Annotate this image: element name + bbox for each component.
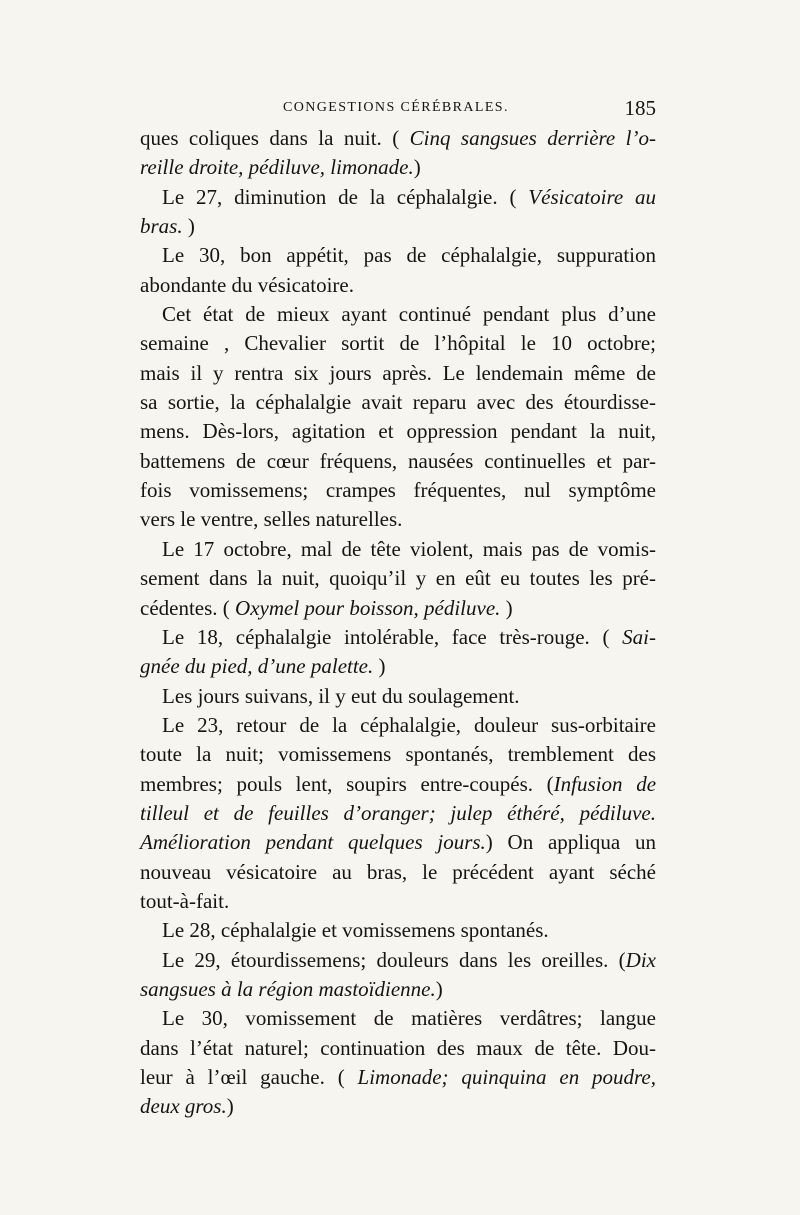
text-line (140, 505, 656, 534)
text-run: battemens de cœur fréquens, nausées continuelles et par- (140, 448, 656, 473)
text-line (140, 476, 656, 505)
text-line (140, 241, 656, 270)
italic-text: Oxymel pour boisson, pédiluve. (235, 595, 501, 620)
text-line (140, 770, 656, 799)
italic-text: reille droite, pédiluve, limonade. (140, 155, 414, 180)
text-run: ques coliques dans la nuit. ( (140, 126, 410, 150)
running-title: CONGESTIONS CÉRÉBRALES. (283, 100, 509, 115)
text-line (140, 1063, 656, 1092)
text-line (140, 535, 656, 564)
text-run: mens. Dès-lors, agitation et oppression pendant la nuit, (140, 419, 656, 444)
text-run: semaine , Chevalier sortit de l’hôpital le 10 octobre; (140, 331, 656, 356)
text-run: Le 27, diminution de la céphalalgie. ( (162, 184, 529, 209)
text-run: abondante du vésicatoire. (140, 272, 354, 297)
text-line (140, 329, 656, 358)
text-line (140, 652, 656, 681)
text-run: dans l’état naturel; continuation des maux de tête. Dou- (140, 1035, 656, 1060)
text-run: ) (435, 976, 443, 1001)
text-line (140, 417, 656, 446)
italic-text: Amélioration pendant quelques jours. (140, 830, 486, 855)
text-line (140, 1092, 656, 1121)
text-line (140, 447, 656, 476)
italic-text: bras. (140, 214, 183, 239)
italic-text: sangsues à la région mastoïdienne. (140, 976, 436, 1001)
text-line (140, 594, 656, 623)
italic-text: Vésicatoire au (528, 184, 656, 209)
text-run: Le 17 octobre, mal de tête violent, mais pas de vomis- (162, 536, 656, 561)
text-run: membres; pouls lent, soupirs entre-coupés. ( (140, 771, 554, 796)
italic-text: Dix (625, 947, 656, 972)
text-line (140, 183, 656, 212)
text-line (140, 975, 656, 1004)
text-run: ) On appliqua un (485, 830, 656, 855)
text-line (140, 359, 656, 388)
text-run: mais il y rentra six jours après. Le lendemain même de (140, 360, 656, 385)
text-run: cédentes. ( (140, 595, 236, 620)
text-run: Le 30, vomissement de matières verdâtres; langue (162, 1006, 656, 1031)
text-run: Le 23, retour de la céphalalgie, douleur sus-orbitaire (162, 712, 656, 737)
text-line (140, 916, 656, 945)
text-line (140, 1034, 656, 1063)
text-run: sement dans la nuit, quoiqu’il y en eût eu toutes les pré- (140, 566, 656, 591)
text-run: ) (500, 595, 513, 620)
text-line (140, 711, 656, 740)
italic-text: gnée du pied, d’une palette. (140, 654, 374, 679)
text-line (140, 623, 656, 652)
text-line (140, 212, 656, 241)
text-run: Le 28, céphalalgie et vomissemens spontanés. (162, 918, 549, 943)
text-run: leur à l’œil gauche. ( (140, 1065, 358, 1089)
text-run: fois vomissemens; crampes fréquentes, nul symptôme (140, 478, 656, 503)
text-line (140, 564, 656, 593)
text-run: vers le ventre, selles naturelles. (140, 507, 403, 532)
text-run: Cet état de mieux ayant continué pendant plus d’une (162, 302, 656, 327)
text-line (140, 271, 656, 300)
italic-text: Sai- (622, 624, 656, 649)
text-line (140, 388, 656, 417)
text-run: ) (226, 1094, 234, 1119)
italic-text: Limonade; quinquina en poudre, (357, 1065, 656, 1089)
text-line (140, 740, 656, 769)
text-run: toute la nuit; vomissemens spontanés, tremblement des (140, 742, 656, 767)
text-line (140, 300, 656, 329)
text-run: Les jours suivans, il y eut du soulagement. (162, 683, 520, 708)
text-line (140, 887, 656, 916)
text-run: ) (182, 214, 195, 239)
italic-text: Infusion de (553, 771, 657, 796)
text-line (140, 799, 656, 828)
text-line (140, 946, 656, 975)
text-run: tout-à-fait. (140, 888, 230, 913)
text-line (140, 153, 656, 182)
text-line (140, 828, 656, 857)
italic-text: Cinq sangsues derrière l’o- (409, 126, 656, 150)
text-line (140, 858, 656, 887)
text-run: ) (413, 155, 421, 180)
italic-text: tilleul et de feuilles d’oranger; julep éthéré, pédiluve. (140, 800, 656, 825)
text-run: ) (373, 654, 386, 679)
text-run: Le 18, céphalalgie intolérable, face très-rouge. ( (162, 624, 623, 649)
text-run: Le 29, étourdissemens; douleurs dans les oreilles. ( (162, 947, 626, 972)
running-head (140, 96, 656, 120)
text-run: sa sortie, la céphalalgie avait reparu avec des étourdisse- (140, 390, 656, 415)
italic-text: deux gros. (140, 1094, 227, 1119)
text-line (140, 124, 656, 153)
text-line (140, 682, 656, 711)
page-number: 185 (624, 96, 656, 120)
body-text (140, 124, 656, 1122)
text-run: nouveau vésicatoire au bras, le précédent ayant séché (140, 859, 656, 884)
text-line (140, 1004, 656, 1033)
text-run: Le 30, bon appétit, pas de céphalalgie, suppuration (162, 243, 656, 268)
